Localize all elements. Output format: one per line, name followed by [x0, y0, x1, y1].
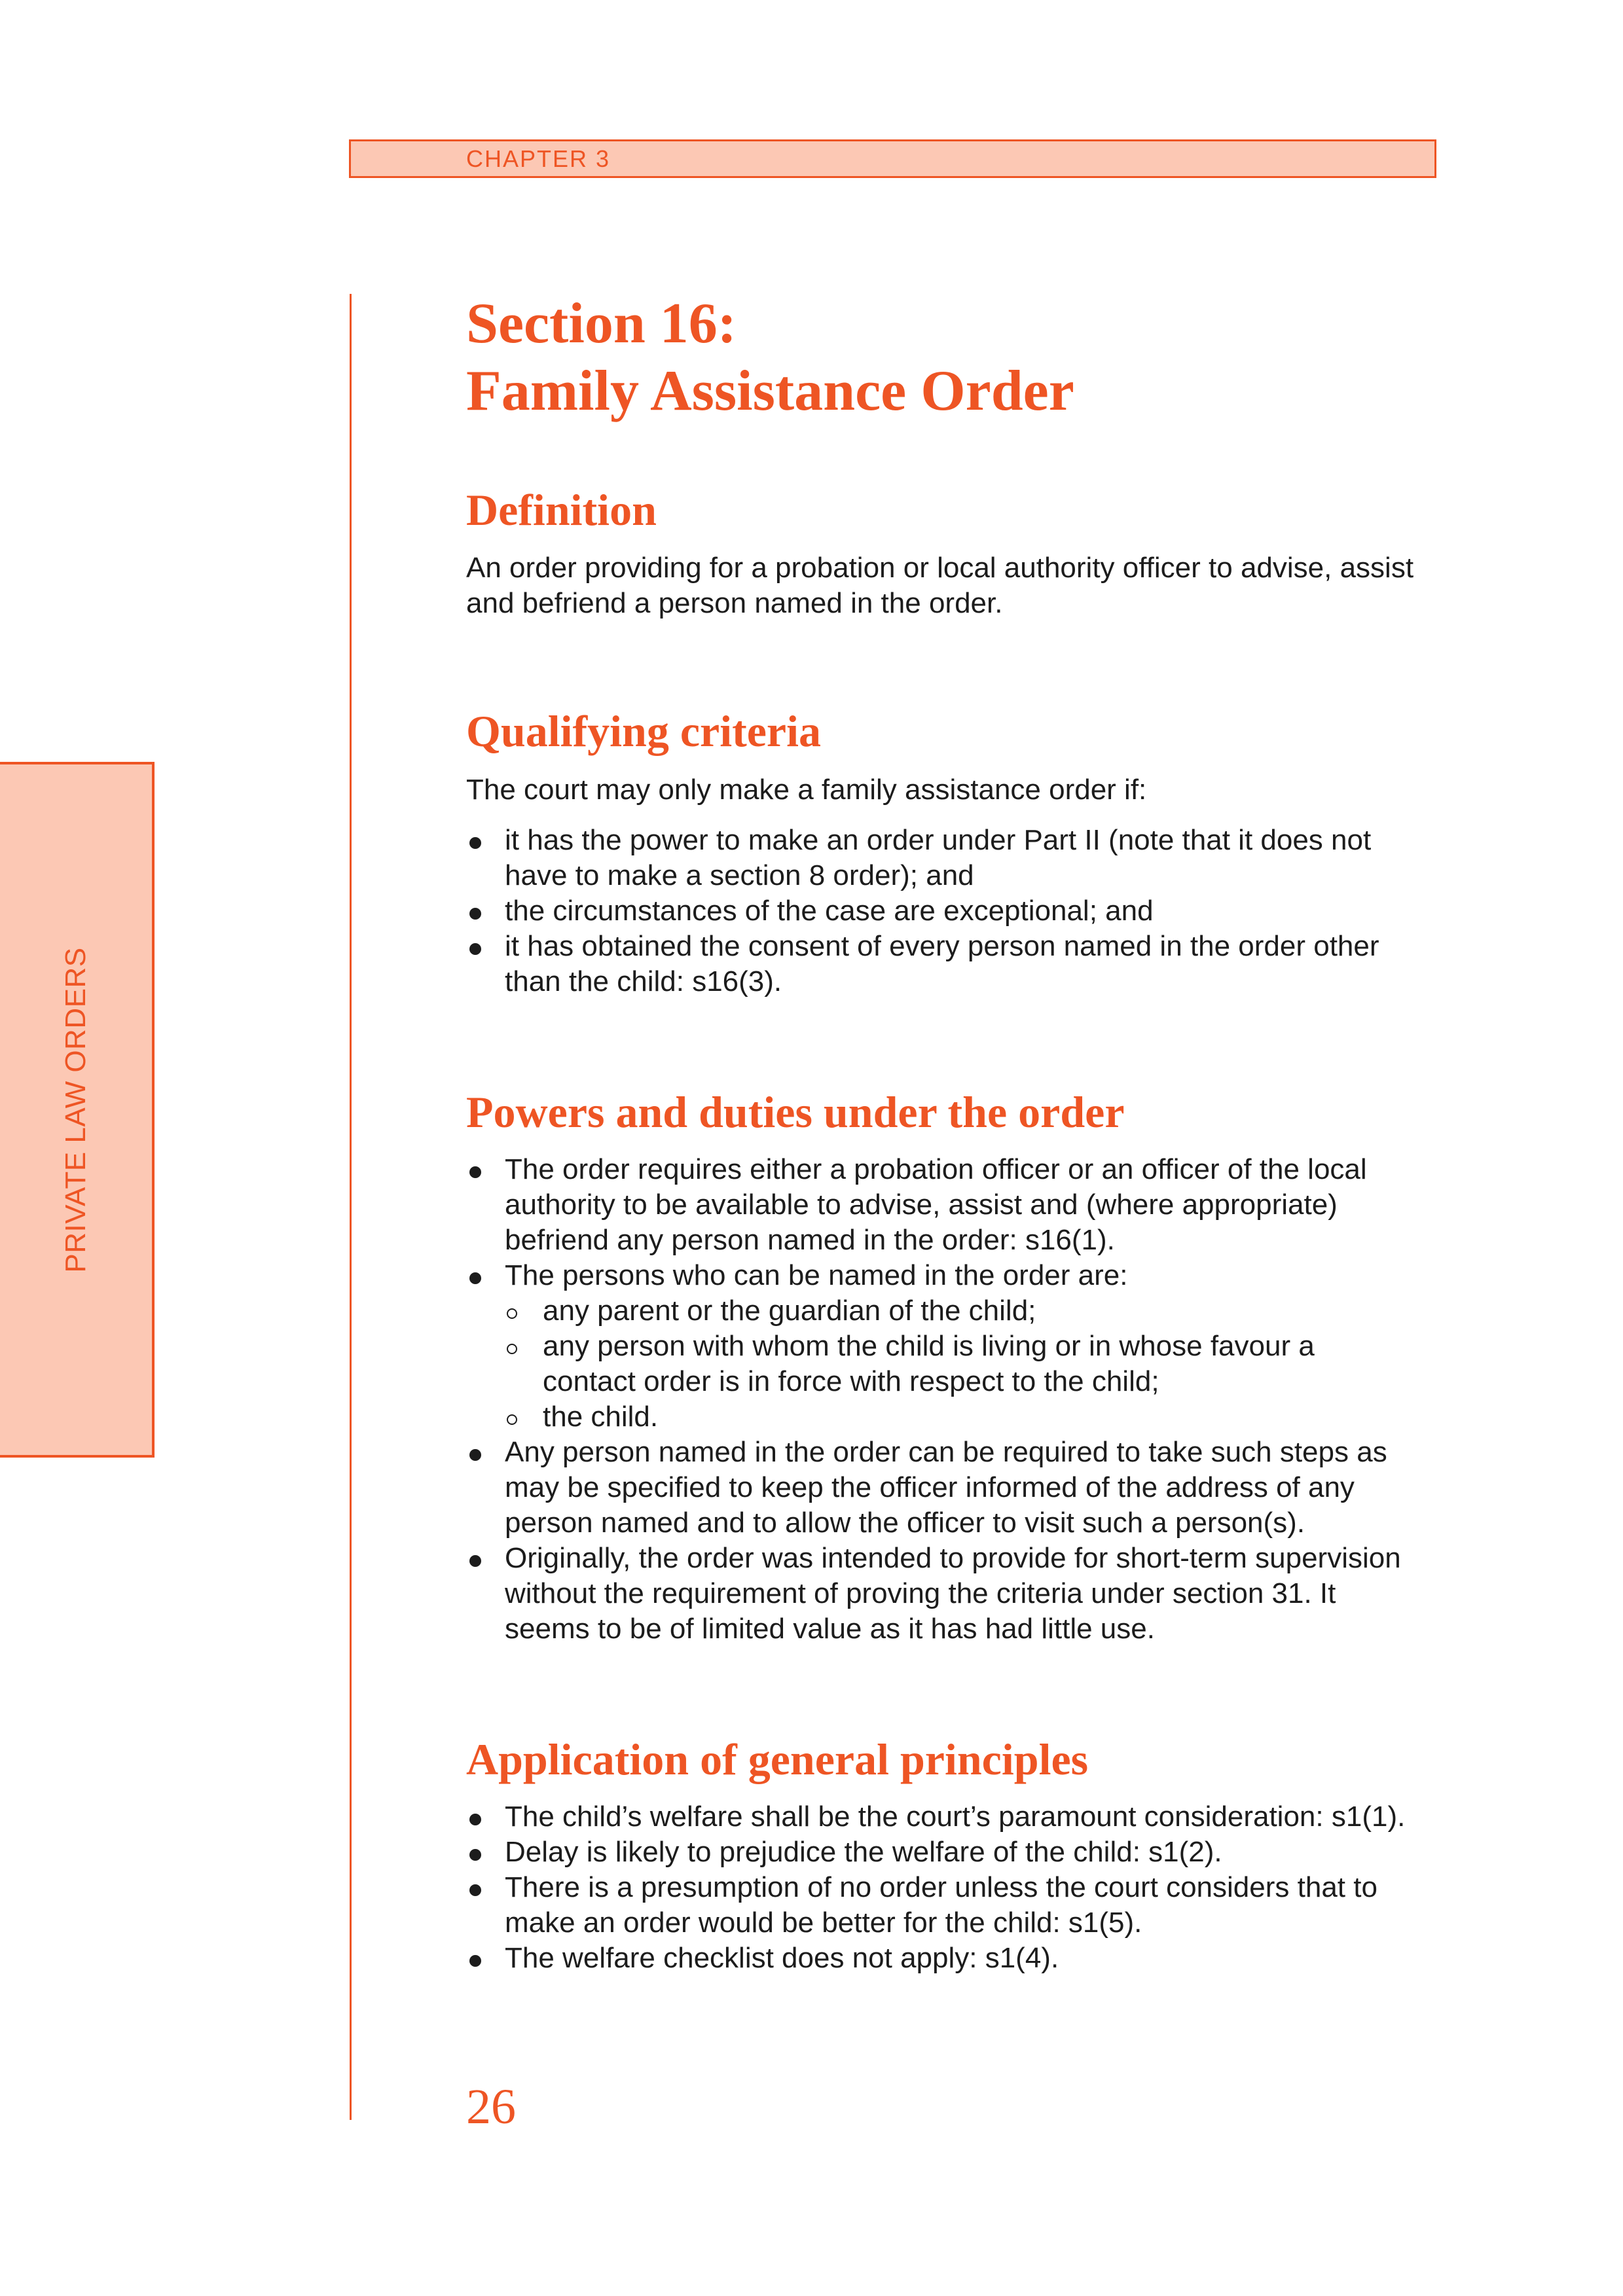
- bullet-icon: [469, 1272, 481, 1284]
- text-line: it has obtained the consent of every person named in the order other: [505, 930, 1379, 962]
- list-item: [466, 893, 1438, 929]
- text-line: without the requirement of proving the criteria under section 31. It: [505, 1577, 1336, 1609]
- qualifying-criteria-list: [466, 823, 1438, 999]
- hollow-bullet-icon: [507, 1414, 517, 1425]
- title-line: Family Assistance Order: [466, 359, 1074, 423]
- sub-list-item: [505, 1293, 1438, 1329]
- list-item: [466, 823, 1438, 893]
- text-line: than the child: s16(3).: [505, 965, 782, 997]
- text-line: make an order would be better for the child: s1(5).: [505, 1907, 1142, 1939]
- definition-heading: Definition: [466, 485, 657, 535]
- qualifying-criteria-intro: [466, 772, 1438, 808]
- text-line: Originally, the order was intended to provide for short-term supervision: [505, 1542, 1401, 1574]
- qualifying-criteria-heading: Qualifying criteria: [466, 706, 822, 756]
- list-item: [466, 1152, 1438, 1258]
- page-number: 26: [466, 2079, 516, 2134]
- text-line: The persons who can be named in the order are:: [505, 1259, 1128, 1291]
- sub-list-item: [505, 1399, 1438, 1435]
- bullet-icon: [469, 1955, 481, 1967]
- bullet-icon: [469, 1814, 481, 1825]
- text-line: befriend any person named in the order: s16(1).: [505, 1224, 1115, 1256]
- text-line: may be specified to keep the officer informed of the address of any: [505, 1471, 1355, 1503]
- text-line: any person with whom the child is living or in whose favour a: [543, 1330, 1315, 1362]
- side-tab: [0, 762, 155, 1458]
- bullet-icon: [469, 1849, 481, 1861]
- general-principles-heading: Application of general principles: [466, 1734, 1089, 1784]
- margin-rule: [350, 294, 352, 2120]
- bullet-icon: [469, 1449, 481, 1461]
- definition-text: [466, 550, 1438, 621]
- text-line: contact order is in force with respect to the child;: [543, 1365, 1159, 1397]
- list-item: [466, 1799, 1438, 1835]
- text-line: The welfare checklist does not apply: s1(4).: [505, 1942, 1059, 1974]
- text-line: the circumstances of the case are exceptional; and: [505, 895, 1154, 927]
- list-item: [466, 1941, 1438, 1976]
- text-line: have to make a section 8 order); and: [505, 859, 974, 891]
- title-line: Section 16:: [466, 292, 737, 355]
- bullet-icon: [469, 1884, 481, 1896]
- text-line: Any person named in the order can be required to take such steps as: [505, 1436, 1387, 1468]
- list-item: [466, 1541, 1438, 1647]
- general-principles-list: [466, 1799, 1438, 1976]
- sub-list-item: [505, 1329, 1438, 1399]
- list-item: [466, 929, 1438, 999]
- text-line: The child’s welfare shall be the court’s paramount consideration: s1(1).: [505, 1801, 1406, 1833]
- powers-and-duties-list: [466, 1152, 1438, 1647]
- bullet-icon: [469, 943, 481, 955]
- list-item: [466, 1835, 1438, 1870]
- bullet-icon: [469, 837, 481, 849]
- text-line: Delay is likely to prejudice the welfare of the child: s1(2).: [505, 1836, 1222, 1868]
- bullet-icon: [469, 1555, 481, 1567]
- hollow-bullet-icon: [507, 1308, 517, 1319]
- text-line: There is a presumption of no order unless the court considers that to: [505, 1871, 1377, 1903]
- powers-and-duties-heading: Powers and duties under the order: [466, 1087, 1125, 1137]
- text-line: An order providing for a probation or local authority officer to advise, assist: [466, 552, 1414, 584]
- text-line: any parent or the guardian of the child;: [543, 1295, 1036, 1327]
- text-line: the child.: [543, 1401, 659, 1433]
- list-item: [466, 1870, 1438, 1941]
- bullet-icon: [469, 908, 481, 920]
- chapter-header-bar: [349, 139, 1436, 178]
- sub-list: [505, 1293, 1438, 1435]
- text-line: The order requires either a probation officer or an officer of the local: [505, 1153, 1367, 1185]
- text-line: authority to be available to advise, assist and (where appropriate): [505, 1189, 1338, 1221]
- text-line: The court may only make a family assistance order if:: [466, 774, 1147, 806]
- text-line: it has the power to make an order under Part II (note that it does not: [505, 824, 1372, 856]
- list-item: [466, 1258, 1438, 1435]
- text-line: person named and to allow the officer to visit such a person(s).: [505, 1507, 1305, 1539]
- bullet-icon: [469, 1166, 481, 1178]
- text-line: and befriend a person named in the order.: [466, 587, 1003, 619]
- text-line: seems to be of limited value as it has had little use.: [505, 1613, 1155, 1645]
- chapter-label: CHAPTER 3: [466, 145, 611, 172]
- page-title: [466, 290, 1074, 425]
- side-tab-label: PRIVATE LAW ORDERS: [60, 946, 92, 1273]
- list-item: [466, 1435, 1438, 1541]
- hollow-bullet-icon: [507, 1344, 517, 1354]
